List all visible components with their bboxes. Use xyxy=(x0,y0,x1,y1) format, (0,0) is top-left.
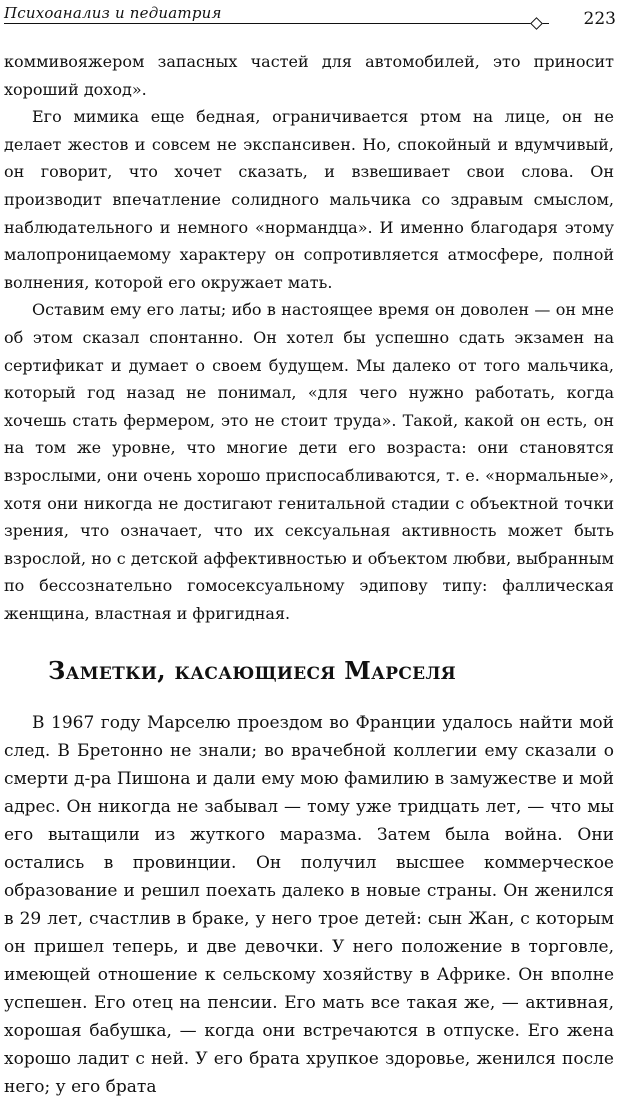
paragraph-armor: Оставим ему его латы; ибо в настоящее время он доволен — он мне об этом сказал спонтанно. Он хотел бы успешно сдать экзамен на сертификат и думает о своем будущем. Мы далеко от того мальчика, который год назад не понимал, «для чего нужно работать, когда хочешь стать фермером, это не стоит труда». Такой, какой он есть, он на том же уровне, что многие дети его возраста: они становятся взрослыми, они очень хорошо приспосабливаются, т. е. «нормальные», хотя они никогда не достигают генитальной стадии с объектной точки зрения, что означает, что их сексуальная активность может быть взрослой, но с детской аффективностью и объектом любви, выбранным по бессознательно гомосексуальному эдипову типу: фаллическая женщина, властная и фригидная. xyxy=(4,300,614,623)
diamond-ornament-icon xyxy=(530,17,543,30)
paragraph-marcel-notes: В 1967 году Марселю проездом во Франции удалось найти мой след. В Бретонно не знали; во врачебной коллегии ему сказали о смерти д-ра Пишона и дали ему мою фамилию в замужестве и мой адрес. Он никогда не забывал — тому уже тридцать лет, — что мы его вытащили из жуткого маразма. Затем была война. Они остались в провинции. Он получил высшее коммерческое образование и решил поехать далеко в новые страны. Он женился в 29 лет, счастлив в браке, у него трое детей: сын Жан, с которым он пришел теперь, и две девочки. У него положение в торговле, имеющей отношение к сельскому хозяйству в Африке. Он вполне успешен. Его отец на пенсии. Его мать все такая же, — активная, хорошая бабушка, — когда они встречаются в отпуске. Его жена хорошо ладит с ней. У его брата хрупкое здоровье, женился после него; у его брата xyxy=(4,713,614,1098)
running-title: Психоанализ и педиатрия xyxy=(4,4,222,22)
paragraph-continued: коммивояжером запасных частей для автомобилей, это приносит хороший доход». xyxy=(4,52,614,99)
paragraph-mimicry: Его мимика еще бедная, ограничивается ртом на лице, он не делает жестов и совсем не экспансивен. Но, спокойный и вдумчивый, он говорит, что хочет сказать, и взвешивает свои слова. Он производит впечатление солидного мальчика со здравым смыслом, наблюдательного и немного «нормандца». И именно благодаря этому малопроницаемому характеру он сопротивляется атмосфере, полной волнения, которой его окружает мать. xyxy=(4,107,614,292)
page-header xyxy=(0,0,620,44)
page-body xyxy=(4,48,614,1101)
header-rule xyxy=(4,23,549,24)
section-heading: Заметки, касающиеся Марселя xyxy=(48,656,457,686)
page-number: 223 xyxy=(583,9,616,29)
